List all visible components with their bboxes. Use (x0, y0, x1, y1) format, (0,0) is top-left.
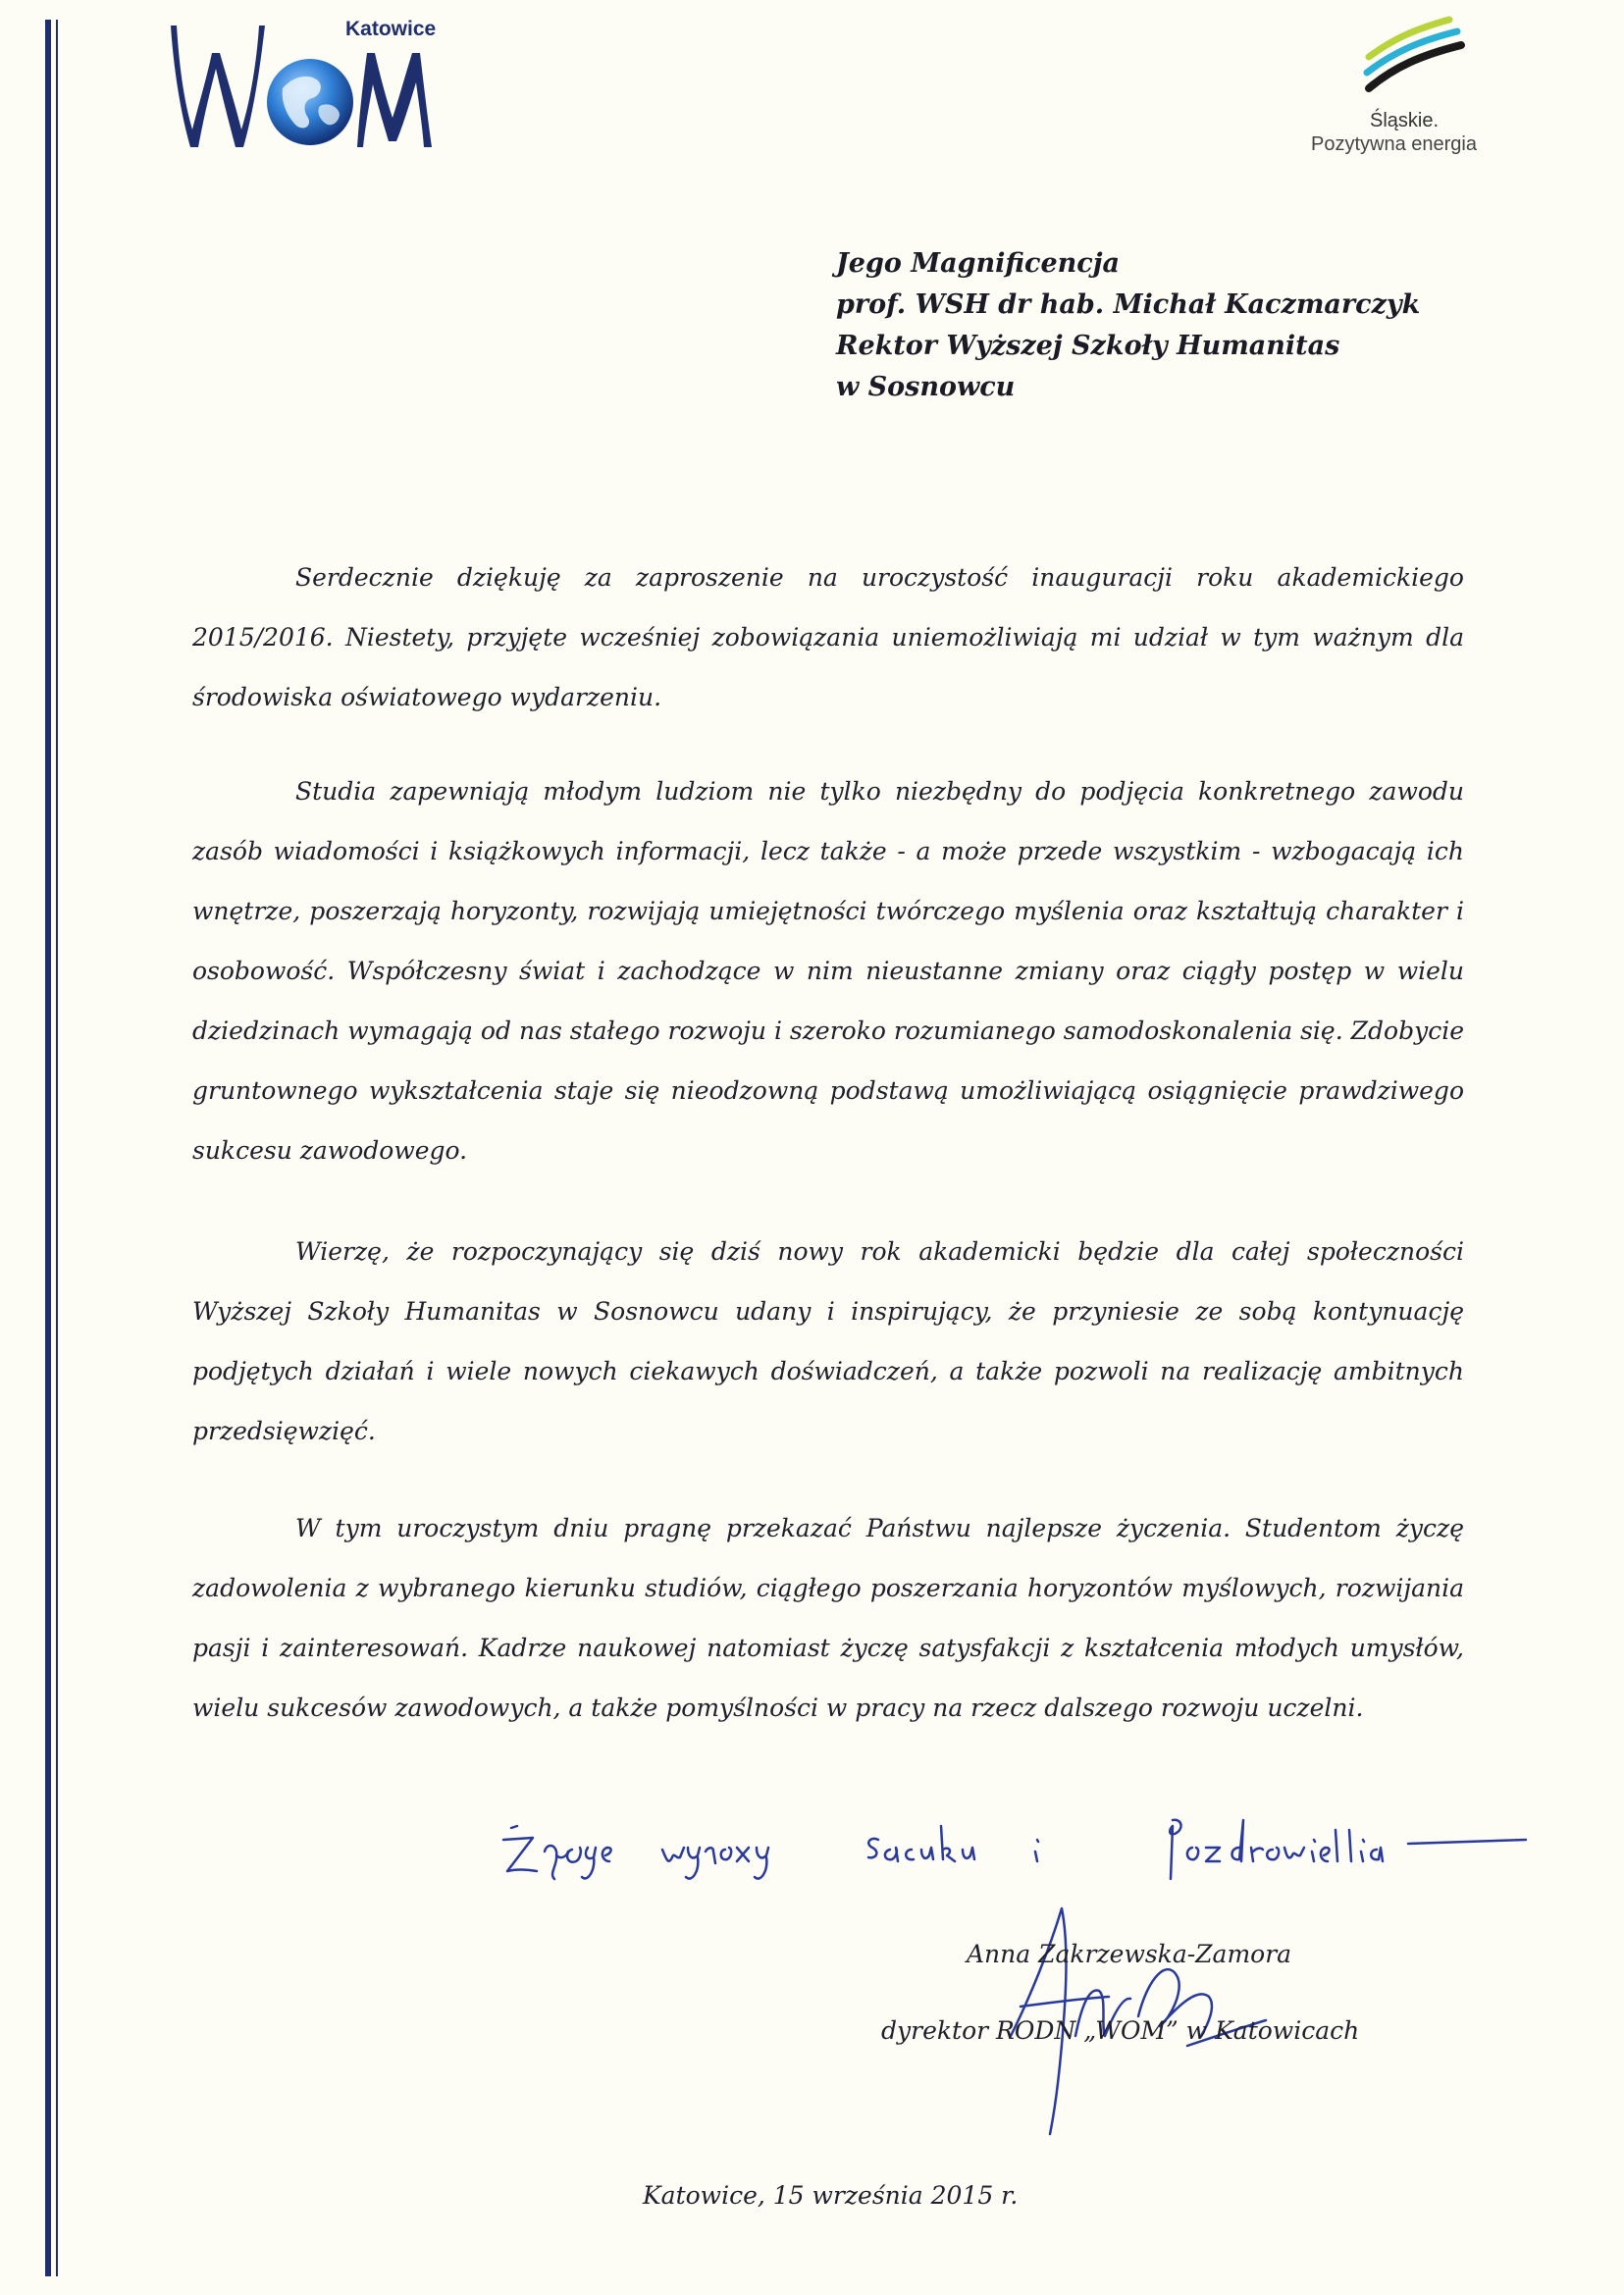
paragraph (192, 761, 1464, 1180)
signer-title: dyrektor RODN „WOM” w Katowicach (881, 2016, 1360, 2045)
paragraph-text: W tym uroczystym dniu pragnę przekazać Państwu najlepsze życzenia. Studentom życzę zadowolenia z wybranego kierunku studiów, ciągłego poszerzania horyzontów myślowych, rozwijania pasji i zainteresowań. Kadrze naukowej natomiast życzę satysfakcji z kształcenia młodych umysłów, wielu sukcesów zawodowych, a także pomyślności w pracy na rzecz dalszego rozwoju uczelni. (192, 1514, 1464, 1722)
paragraph-text: Studia zapewniają młodym ludziom nie tylko niezbędny do podjęcia konkretnego zawodu zasób wiadomości i książkowych informacji, lecz także - a może przede wszystkim - wzbogacają ich wnętrze, poszerzają horyzonty, rozwijają umiejętności twórczego myślenia oraz kształtują charakter i osobowość. Współczesny świat i zachodzące w nim nieustanne zmiany oraz ciągły postęp w wielu dziedzinach wymagają od nas stałego rozwoju i szeroko rozumianego samodoskonalenia się. Zdobycie gruntownego wykształcenia staje się nieodzowną podstawą umożliwiającą osiągnięcie prawdziwego sukcesu zawodowego. (192, 777, 1464, 1165)
signer-name: Anna Zakrzewska-Zamora (967, 1940, 1292, 1968)
paragraph-text: Wierzę, że rozpoczynający się dziś nowy rok akademicki będzie dla całej społeczności Wyższej Szkoły Humanitas w Sosnowcu udany i inspirujący, że przyniesie ze sobą kontynuację podjętych działań i wiele nowych ciekawych doświadczeń, a także pozwoli na realizację ambitnych przedsięwzięć. (192, 1237, 1464, 1445)
wom-city-label: Katowice (345, 18, 437, 40)
recipient-address (836, 243, 1420, 408)
slaskie-logo-name: Śląskie. (1370, 110, 1440, 131)
paragraph (192, 1498, 1464, 1738)
left-border-rule (45, 20, 51, 2276)
address-line: w Sosnowcu (836, 372, 1016, 402)
slaskie-logo-tagline: Pozytywna energia (1311, 133, 1477, 155)
address-line: Jego Magnificencja (836, 248, 1120, 279)
paragraph (192, 1222, 1464, 1461)
letter-date: Katowice, 15 września 2015 r. (643, 2181, 1019, 2210)
slaskie-logo-icon (1359, 10, 1467, 108)
paragraph (192, 548, 1464, 727)
address-line: prof. WSH dr hab. Michał Kaczmarczyk (836, 289, 1421, 320)
paragraph-text: Serdecznie dziękuję za zaproszenie na uroczystość inauguracji roku akademickiego 2015/2016. Niestety, przyjęte wcześniej zobowiązania uniemożliwiają mi udział w tym ważnym dla środowiska oświatowego wydarzeniu. (192, 563, 1464, 711)
left-border-rule-thin (56, 20, 58, 2276)
address-line: Rektor Wyższej Szkoły Humanitas (836, 331, 1340, 361)
